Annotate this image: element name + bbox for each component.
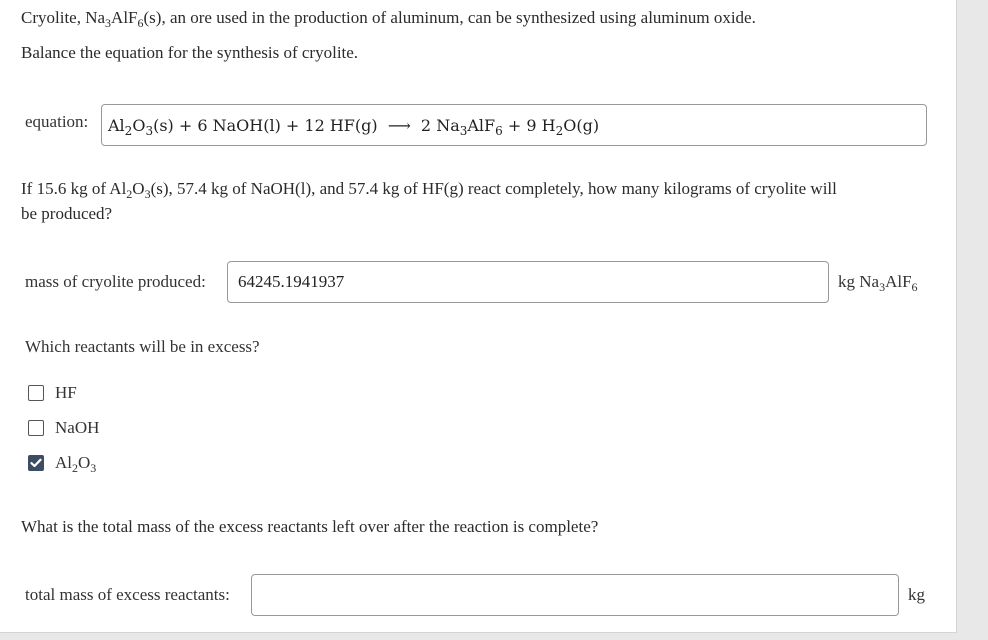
total-input[interactable] [251, 574, 899, 616]
option-al2o3-label: $Al_2O_3$ [55, 453, 97, 475]
equation-value: $Al_2O_3(s) + 6$ NaOH(l) + 12 HF(g) ⟶ 2 $Na_3AlF_6 + 9$ $H_2O(g)$ [108, 115, 600, 138]
instruction-text: Balance the equation for the synthesis of cryolite. [21, 43, 359, 62]
reaction-arrow-icon: ⟶ [387, 115, 411, 135]
checkmark-icon [30, 458, 42, 468]
mass-label: mass of cryolite produced: [25, 272, 206, 291]
option-hf-label: HF [55, 383, 77, 402]
option-al2o3[interactable] [28, 453, 96, 473]
checkbox-al2o3[interactable] [28, 455, 44, 471]
question-text: If 15.6 kg of $Al_2O_3(s)$, 57.4 kg of NaOH(l), and 57.4 kg of HF(g) react completely, how many kilograms of cryolite will be produced? [21, 179, 837, 223]
checkbox-hf[interactable] [28, 385, 44, 401]
total-unit: kg [908, 585, 925, 604]
option-naoh-label: NaOH [55, 418, 100, 437]
equation-label: equation: [25, 112, 89, 131]
mass-input[interactable] [227, 261, 829, 303]
equation-input[interactable] [101, 104, 927, 146]
intro-text: Cryolite, $Na_3AlF_6(s)$, an ore used in the production of aluminum, can be synthesized using aluminum oxide. [21, 8, 756, 30]
mass-value: 64245.1941937 [238, 272, 345, 291]
question2-text: What is the total mass of the excess reactants left over after the reaction is complete? [21, 517, 599, 536]
total-label: total mass of excess reactants: [25, 585, 230, 604]
mass-unit: kg $Na_3AlF_6$ [838, 272, 918, 294]
excess-question: Which reactants will be in excess? [25, 337, 260, 356]
checkbox-naoh[interactable] [28, 420, 44, 436]
option-naoh[interactable] [28, 418, 99, 438]
option-hf[interactable] [28, 383, 77, 403]
